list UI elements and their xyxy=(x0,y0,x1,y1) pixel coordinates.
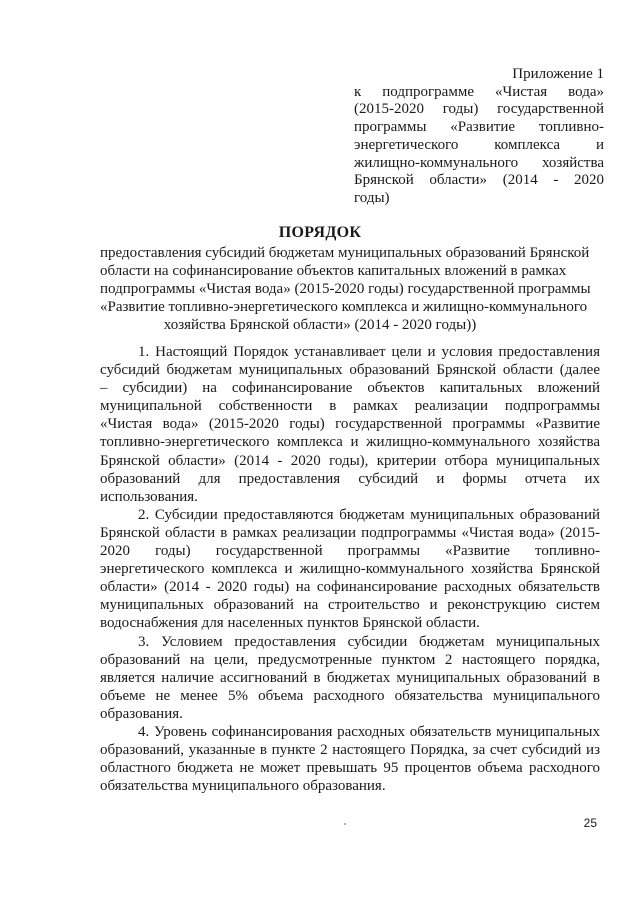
appendix-line: жилищно-коммунального хозяйства xyxy=(354,154,604,171)
appendix-line: энергетического комплекса и xyxy=(354,136,604,153)
paragraph-line: Брянской области» (2014 - 2020 годы), критерии отбора муниципальных xyxy=(100,452,600,469)
paragraph-line: субсидий бюджетам муниципальных образований Брянской области (далее xyxy=(100,362,600,379)
paragraph-line: области» (2014 - 2020 годы) на софинансирование расходных обязательств xyxy=(100,579,600,596)
paragraph-line: обязательства муниципального образования. xyxy=(100,778,386,795)
paragraph-line: объеме не менее 5% объема расходного обязательства муниципального xyxy=(100,687,600,704)
appendix-line: Приложение 1 xyxy=(512,66,604,82)
document-body xyxy=(100,343,600,795)
appendix-note xyxy=(354,66,604,208)
paragraph-line: образований на цели, предусмотренные пунктом 2 настоящего порядка, xyxy=(100,651,600,668)
subtitle-line: области на софинансирование объектов капитальных вложений в рамках xyxy=(100,263,567,279)
paragraph-line: образования. xyxy=(100,705,183,722)
paragraph-line: 3. Условием предоставления субсидии бюджетам муниципальных xyxy=(138,633,600,650)
appendix-line: Брянской области» (2014 - 2020 xyxy=(354,172,604,189)
paragraph-line: 4. Уровень софинансирования расходных обязательств муниципальных xyxy=(138,723,600,740)
page-number: 25 xyxy=(583,816,597,830)
paragraph-1 xyxy=(100,343,600,506)
paragraph-line: областного бюджета не может превышать 95 процентов объема расходного xyxy=(100,760,600,777)
appendix-line: к подпрограмме «Чистая вода» xyxy=(354,83,604,100)
subtitle-line: предоставления субсидий бюджетам муниципальных образований Брянской xyxy=(100,245,590,261)
paragraph-line: использования. xyxy=(100,488,198,505)
paragraph-line: является наличие ассигнований в бюджетах муниципальных образований в xyxy=(100,669,600,686)
paragraph-line: образований для предоставления субсидий и формы отчета их xyxy=(100,470,600,487)
paragraph-line: 2. Субсидии предоставляются бюджетам муниципальных образований xyxy=(138,506,600,523)
paragraph-2 xyxy=(100,506,600,633)
subtitle-line: подпрограммы «Чистая вода» (2015-2020 годы) государственной программы xyxy=(100,281,591,297)
paragraph-4 xyxy=(100,723,600,795)
subtitle-line: хозяйства Брянской области» (2014 - 2020 годы)) xyxy=(163,317,477,333)
paragraph-line: Брянской области в рамках реализации подпрограммы «Чистая вода» (2015- xyxy=(100,524,600,541)
paragraph-line: энергетического комплекса и жилищно-коммунального хозяйства Брянской xyxy=(100,561,600,578)
paragraph-line: топливно-энергетического комплекса и жилищно-коммунального хозяйства xyxy=(100,434,600,451)
paragraph-line: водоснабжения для населенных пунктов Брянской области. xyxy=(100,615,480,632)
paragraph-3 xyxy=(100,633,600,723)
scan-speck xyxy=(344,823,346,825)
subtitle-line: «Развитие топливно-энергетического комплекса и жилищно-коммунального xyxy=(100,299,588,315)
appendix-line: годы) xyxy=(354,189,390,206)
paragraph-line: 1. Настоящий Порядок устанавливает цели и условия предоставления xyxy=(138,344,600,360)
document-title: ПОРЯДОК xyxy=(278,224,362,241)
paragraph-line: муниципальных образований на строительство и реконструкцию систем xyxy=(100,597,600,614)
appendix-line: программы «Развитие топливно- xyxy=(354,119,604,136)
document-subtitle xyxy=(100,244,591,334)
paragraph-line: образований, указанные в пункте 2 настоящего Порядка, за счет субсидий из xyxy=(100,742,600,759)
paragraph-line: «Чистая вода» (2015-2020 годы) государственной программы «Развитие xyxy=(100,416,600,433)
paragraph-line: – субсидии) на софинансирование объектов капитальных вложений xyxy=(100,380,600,397)
appendix-line: (2015-2020 годы) государственной xyxy=(354,101,604,118)
paragraph-line: муниципальной собственности в рамках реализации подпрограммы xyxy=(100,398,600,415)
paragraph-line: 2020 годы) государственной программы «Развитие топливно- xyxy=(100,543,600,560)
